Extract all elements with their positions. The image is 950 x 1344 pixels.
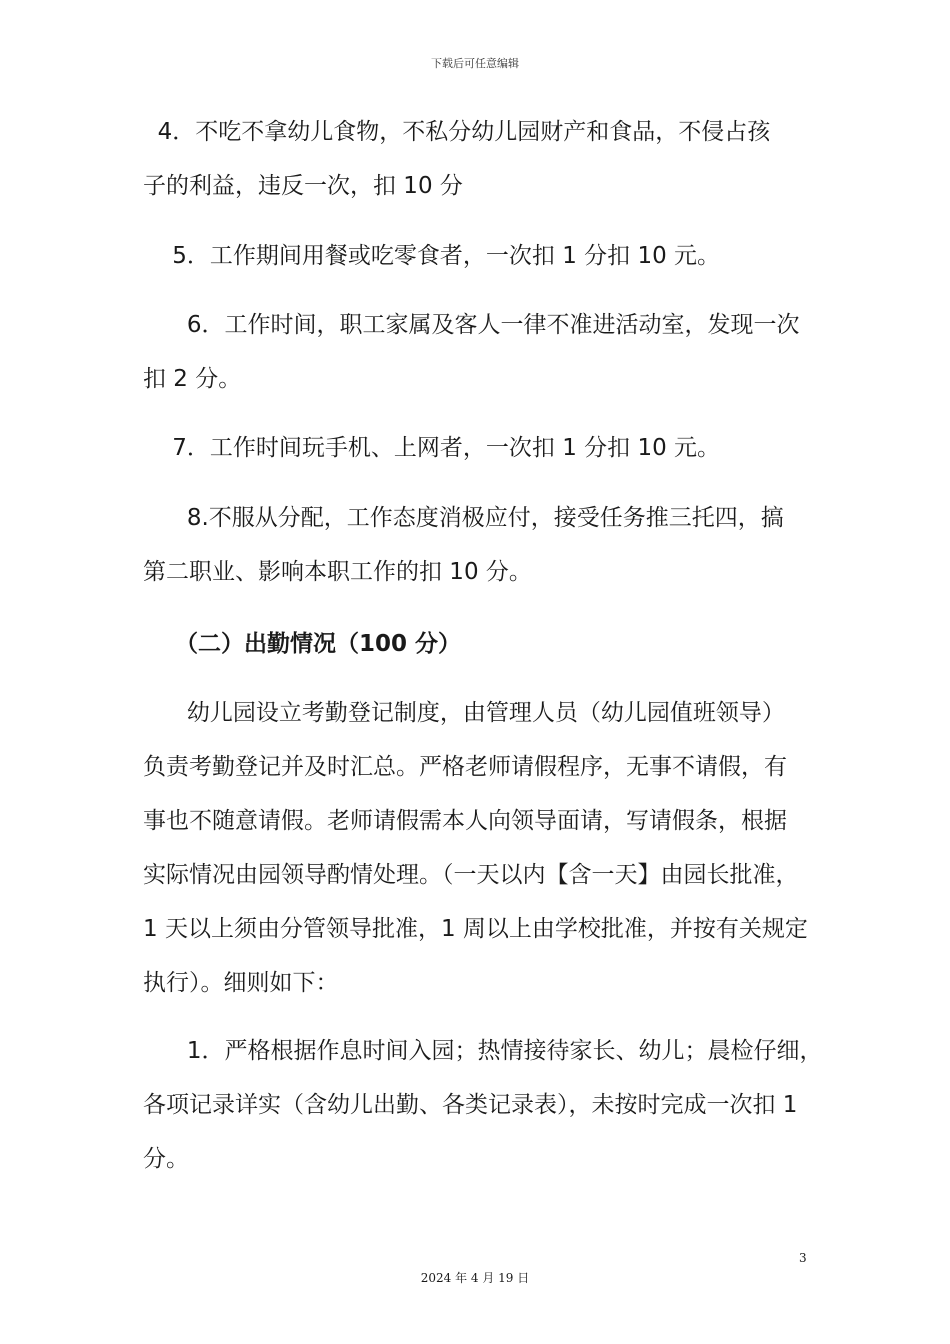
- text-line: 各项记录详实（含幼儿出勤、各类记录表），未按时完成一次扣 1: [143, 1092, 798, 1118]
- text-line: 负责考勤登记并及时汇总。严格老师请假程序，无事不请假，有: [143, 754, 787, 780]
- item-4-paragraph: [143, 105, 813, 213]
- item-6-paragraph: [143, 298, 813, 406]
- text-line: 4．不吃不拿幼儿食物，不私分幼儿园财产和食品，不侵占孩: [143, 119, 771, 145]
- text-line: 1．严格根据作息时间入园；热情接待家长、幼儿；晨检仔细，: [143, 1038, 823, 1064]
- text-line: 分。: [143, 1146, 189, 1172]
- attendance-item-1-paragraph: [143, 1024, 823, 1186]
- text-line: 事也不随意请假。老师请假需本人向领导面请，写请假条，根据: [143, 808, 787, 834]
- text-line: 幼儿园设立考勤登记制度，由管理人员（幼儿园值班领导）: [143, 700, 785, 726]
- item-7-paragraph: [143, 421, 813, 475]
- text-line: 扣 2 分。: [143, 366, 242, 392]
- text-line: 1 天以上须由分管领导批准，1 周以上由学校批准，并按有关规定: [143, 916, 808, 942]
- text-line: 执行）。细则如下：: [143, 970, 339, 996]
- attendance-intro-paragraph: [143, 686, 813, 1010]
- page-header: 下载后可任意编辑: [431, 57, 519, 70]
- text-line: 6．工作时间，职工家属及客人一律不准进活动室，发现一次: [143, 312, 800, 338]
- footer-date: 2024 年 4 月 19 日: [420, 1271, 530, 1285]
- page-number: 3: [799, 1251, 807, 1265]
- text-line: 子的利益，违反一次，扣 10 分: [143, 173, 463, 199]
- text-line: 实际情况由园领导酌情处理。（一天以内【含一天】由园长批准，: [143, 862, 799, 888]
- item-8-paragraph: [143, 491, 813, 599]
- text-line: 第二职业、影响本职工作的扣 10 分。: [143, 559, 532, 585]
- text-line: 7．工作时间玩手机、上网者，一次扣 1 分扣 10 元。: [143, 435, 721, 461]
- section-heading: （二）出勤情况（100 分）: [175, 631, 462, 657]
- text-line: 5．工作期间用餐或吃零食者，一次扣 1 分扣 10 元。: [143, 243, 721, 269]
- item-5-paragraph: [143, 229, 813, 283]
- text-line: 8.不服从分配，工作态度消极应付，接受任务推三托四，搞: [143, 505, 784, 531]
